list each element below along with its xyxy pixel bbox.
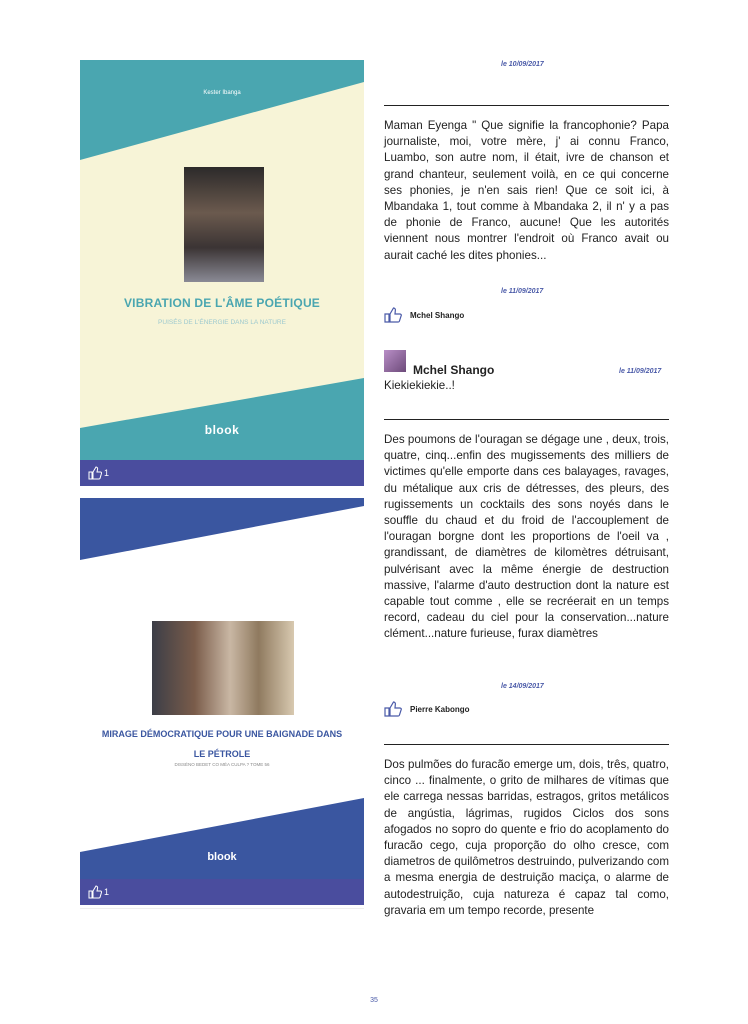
blook-logo: blook xyxy=(207,851,237,863)
book-subtitle: DISSÉNO BEDET CO MÉA CULPA ? TOME 56 xyxy=(174,762,270,767)
cover-photo xyxy=(184,167,264,282)
book-title-line2: LE PÉTROLE xyxy=(193,749,251,759)
thumbs-up-icon[interactable] xyxy=(384,307,402,323)
thumbs-up-icon[interactable] xyxy=(384,701,402,717)
cover-photo xyxy=(152,621,294,715)
page-number: 35 xyxy=(370,997,378,1004)
thumbs-up-icon[interactable] xyxy=(88,885,102,899)
post-date: le 11/09/2017 xyxy=(501,288,544,295)
comment-text: Dos pulmões do furacão emerge um, dois, três, quatro, cinco ... finalmente, o grito de milhares de vítimas que ele carrega nessas barridas, estragos, gritos metálicos de angústia, lágrimas, rugidos Ciclos dos sons afogados no sopro do quente e frio do acoplamento do furacão cego, cuja proporção do olho cresce, com diametros de quilômetros destruindo, pulverizando com a mesma energia de destruição maciça, o alarme de autodestruição, cuja natureza é capaz tal como, gravaria em um tempo recorde, presente xyxy=(384,758,669,917)
divider xyxy=(384,744,669,745)
divider xyxy=(384,419,669,420)
post-date: le 10/09/2017 xyxy=(501,61,544,68)
book-subtitle: PUISÉS DE L'ÉNERGIE DANS LA NATURE xyxy=(158,319,286,326)
book-title: VIBRATION DE L'ÂME POÉTIQUE xyxy=(123,296,321,310)
book-title xyxy=(80,724,364,764)
book-card-vibration[interactable] xyxy=(80,60,364,486)
book-card-mirage[interactable] xyxy=(80,498,364,909)
blook-logo: blook xyxy=(204,423,240,437)
thumbs-up-icon[interactable] xyxy=(88,466,102,480)
commenter-name[interactable]: Mchel Shango xyxy=(413,363,495,377)
book-author: Kester Ibanga xyxy=(203,90,241,96)
like-count: 1 xyxy=(104,468,110,478)
like-bar xyxy=(80,460,364,486)
like-count: 1 xyxy=(104,887,110,897)
like-bar xyxy=(80,879,364,905)
comment-text: Maman Eyenga " Que signifie la francophonie? Papa journaliste, moi, votre mère, j' ai connu Franco, Luambo, son autre nom, il était, ivre de chanson et grand chanteur, seulement voilà, en ce qui concerne ses phonies, je n'en sais rien! Que ce soit ici, à Mbandaka 1, tout comme à Mbandaka 2, il n' y a pas de phonie de Franco, aucune! Que les autorités viennent nous montrer l'endroit où Franco avait ou aurait caché les dites phonies... xyxy=(384,119,669,262)
comment-text: Kiekiekiekie..! xyxy=(384,379,455,392)
post-date: le 14/09/2017 xyxy=(501,683,544,690)
divider xyxy=(384,105,669,106)
comment-text: Des poumons de l'ouragan se dégage une , deux, trois, quatre, cinq...enfin des mugissements des milliers de victimes qu'elle emporte dans ces balayages, ravages, du métalique aux cris de détresses, des pleurs, des rugissements un cocktails des sons noyés dans le souffle du chaud et du froid de l'accouplement de l'ouragan borgne dont les proportions de l'oeil va , grandissant, de diamètres de kilomètres détruisant, pulvérisant avec la même énergie de destruction massive, l'alarme d'auto destruction dont la nature est capable tout comme , elle se recréerait en un temps record, cadeau du ciel pour la conservation...nature clément...nature furieuse, furax diamètres xyxy=(384,433,669,641)
liker-name[interactable]: Mchel Shango xyxy=(410,311,465,320)
post-date: le 11/09/2017 xyxy=(619,368,662,375)
avatar[interactable] xyxy=(384,350,406,372)
liker-name[interactable]: Pierre Kabongo xyxy=(410,705,470,714)
book-title-line1: MIRAGE DÉMOCRATIQUE POUR UNE BAIGNADE DANS xyxy=(101,729,343,739)
